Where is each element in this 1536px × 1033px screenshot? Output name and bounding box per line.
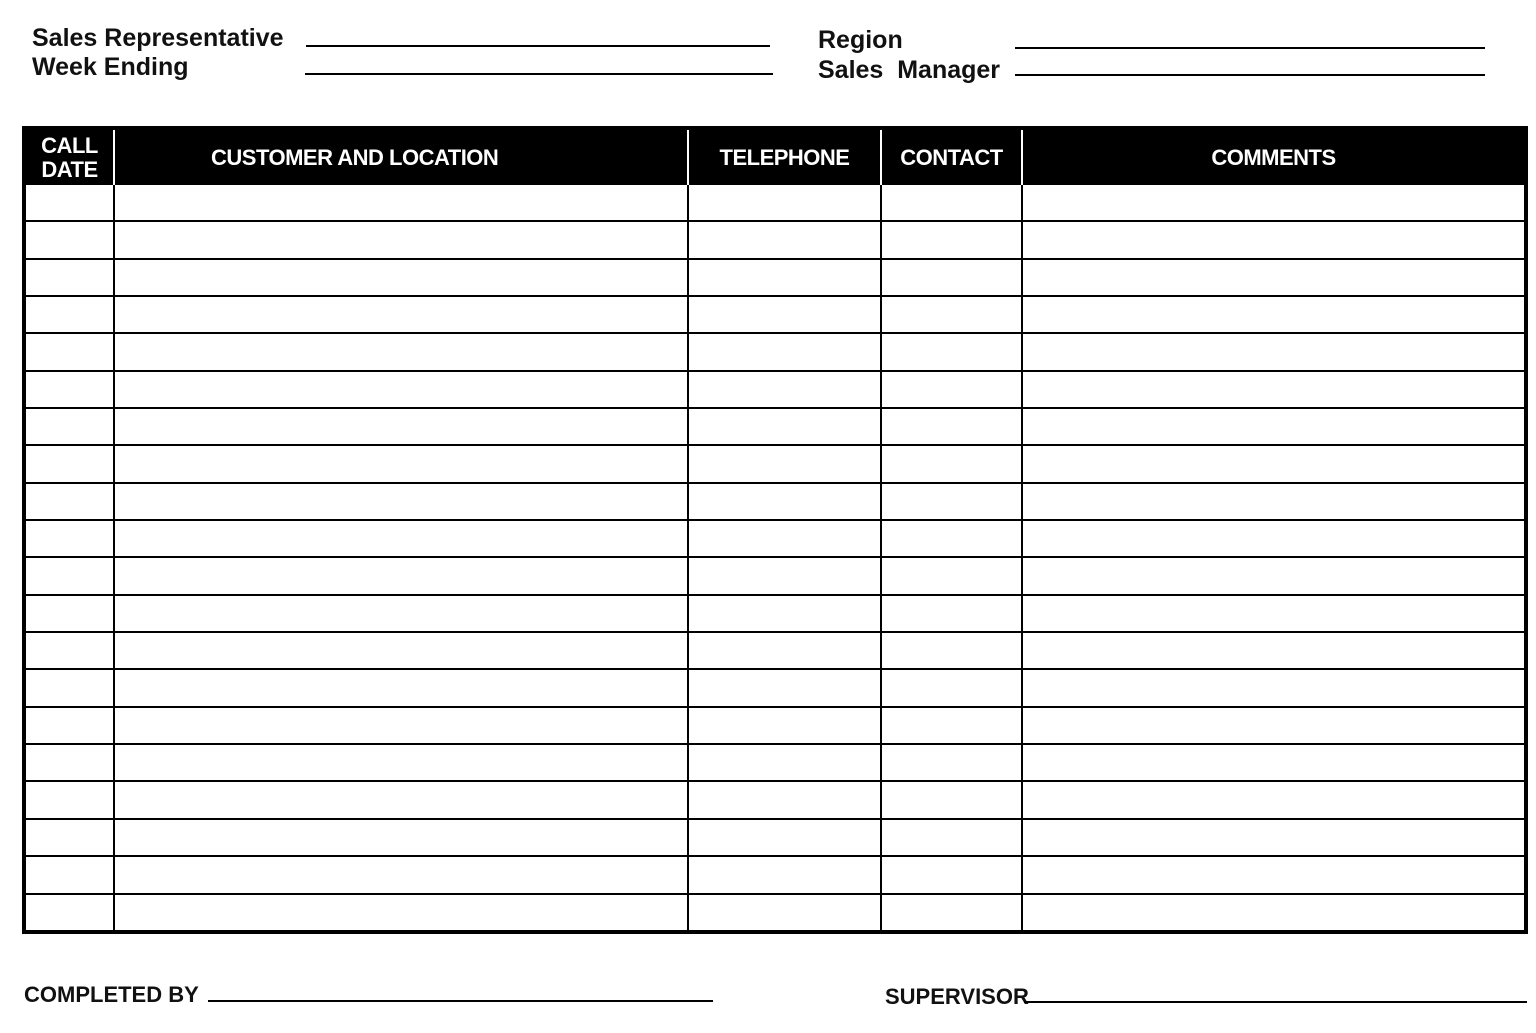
contact-cell[interactable]: [881, 296, 1022, 333]
comments-cell[interactable]: [1022, 744, 1526, 781]
customer-location-cell[interactable]: [114, 557, 688, 594]
table-row: [24, 894, 1526, 932]
customer-location-cell[interactable]: [114, 445, 688, 482]
week-ending-field[interactable]: [305, 73, 773, 75]
customer-location-cell[interactable]: [114, 595, 688, 632]
comments-cell[interactable]: [1022, 408, 1526, 445]
comments-cell[interactable]: [1022, 781, 1526, 818]
customer-location-cell[interactable]: [114, 371, 688, 408]
call-date-cell[interactable]: [24, 707, 114, 744]
contact-cell[interactable]: [881, 632, 1022, 669]
comments-cell[interactable]: [1022, 632, 1526, 669]
telephone-cell[interactable]: [688, 894, 881, 932]
table-row: [24, 856, 1526, 893]
contact-cell[interactable]: [881, 856, 1022, 893]
telephone-cell[interactable]: [688, 371, 881, 408]
table-row: [24, 259, 1526, 296]
contact-header: CONTACT: [881, 128, 1022, 185]
contact-cell[interactable]: [881, 894, 1022, 932]
call-date-cell[interactable]: [24, 445, 114, 482]
region-field[interactable]: [1015, 47, 1485, 49]
table-row: [24, 371, 1526, 408]
telephone-cell[interactable]: [688, 819, 881, 856]
contact-cell[interactable]: [881, 595, 1022, 632]
customer-location-cell[interactable]: [114, 221, 688, 258]
call-date-cell[interactable]: [24, 894, 114, 932]
contact-cell[interactable]: [881, 819, 1022, 856]
comments-cell[interactable]: [1022, 185, 1526, 221]
table-row: [24, 744, 1526, 781]
comments-cell[interactable]: [1022, 520, 1526, 557]
call-date-cell[interactable]: [24, 557, 114, 594]
call-date-cell[interactable]: [24, 632, 114, 669]
customer-location-cell[interactable]: [114, 259, 688, 296]
supervisor-field[interactable]: [1024, 1001, 1527, 1003]
table-row: [24, 445, 1526, 482]
comments-cell[interactable]: [1022, 819, 1526, 856]
telephone-cell[interactable]: [688, 557, 881, 594]
customer-location-cell[interactable]: [114, 333, 688, 370]
week-ending-label: Week Ending: [32, 53, 189, 81]
table-row: [24, 557, 1526, 594]
table-row: [24, 221, 1526, 258]
telephone-cell[interactable]: [688, 632, 881, 669]
comments-cell[interactable]: [1022, 445, 1526, 482]
comments-cell[interactable]: [1022, 259, 1526, 296]
telephone-cell[interactable]: [688, 744, 881, 781]
comments-cell[interactable]: [1022, 296, 1526, 333]
completed-by-label: COMPLETED BY: [24, 982, 199, 1007]
customer-location-cell[interactable]: [114, 744, 688, 781]
sales-representative-label: Sales Representative: [32, 24, 284, 52]
telephone-cell[interactable]: [688, 483, 881, 520]
customer-location-cell[interactable]: [114, 483, 688, 520]
customer-location-cell[interactable]: [114, 707, 688, 744]
customer-location-cell[interactable]: [114, 296, 688, 333]
table-row: [24, 669, 1526, 706]
contact-cell[interactable]: [881, 259, 1022, 296]
telephone-cell[interactable]: [688, 408, 881, 445]
call-date-cell[interactable]: [24, 520, 114, 557]
call-date-cell[interactable]: [24, 819, 114, 856]
contact-cell[interactable]: [881, 371, 1022, 408]
table-header-row: [24, 128, 1526, 185]
customer-location-cell[interactable]: [114, 632, 688, 669]
telephone-cell[interactable]: [688, 221, 881, 258]
table-row: [24, 296, 1526, 333]
comments-cell[interactable]: [1022, 221, 1526, 258]
table-row: [24, 333, 1526, 370]
contact-cell[interactable]: [881, 483, 1022, 520]
call-date-cell[interactable]: [24, 296, 114, 333]
table-row: [24, 520, 1526, 557]
table-row: [24, 185, 1526, 221]
comments-header: COMMENTS: [1022, 128, 1526, 185]
contact-cell[interactable]: [881, 408, 1022, 445]
sales-manager-label: Sales Manager: [818, 56, 1001, 84]
sales-manager-field[interactable]: [1015, 74, 1485, 76]
comments-cell[interactable]: [1022, 856, 1526, 893]
call-date-cell[interactable]: [24, 259, 114, 296]
comments-cell[interactable]: [1022, 669, 1526, 706]
customer-location-cell[interactable]: [114, 856, 688, 893]
table-row: [24, 819, 1526, 856]
supervisor-label: SUPERVISOR: [885, 984, 1029, 1009]
contact-cell[interactable]: [881, 669, 1022, 706]
comments-cell[interactable]: [1022, 557, 1526, 594]
contact-cell[interactable]: [881, 333, 1022, 370]
customer-location-cell[interactable]: [114, 819, 688, 856]
comments-cell[interactable]: [1022, 707, 1526, 744]
call-date-cell[interactable]: [24, 221, 114, 258]
call-date-cell[interactable]: [24, 333, 114, 370]
call-date-cell[interactable]: [24, 595, 114, 632]
region-label: Region: [818, 26, 903, 54]
call-date-cell[interactable]: [24, 856, 114, 893]
customer-location-cell[interactable]: [114, 781, 688, 818]
telephone-cell[interactable]: [688, 445, 881, 482]
comments-cell[interactable]: [1022, 894, 1526, 932]
customer-location-header: CUSTOMER AND LOCATION: [114, 128, 688, 185]
telephone-cell[interactable]: [688, 333, 881, 370]
contact-cell[interactable]: [881, 707, 1022, 744]
call-date-header: CALL DATE: [24, 128, 114, 185]
call-log-table: [22, 126, 1528, 934]
telephone-cell[interactable]: [688, 595, 881, 632]
customer-location-cell[interactable]: [114, 894, 688, 932]
table-row: [24, 408, 1526, 445]
table-row: [24, 595, 1526, 632]
call-date-cell[interactable]: [24, 371, 114, 408]
customer-location-cell[interactable]: [114, 185, 688, 221]
telephone-cell[interactable]: [688, 707, 881, 744]
call-date-cell[interactable]: [24, 408, 114, 445]
call-date-cell[interactable]: [24, 781, 114, 818]
completed-by-field[interactable]: [208, 1000, 713, 1002]
call-date-cell[interactable]: [24, 185, 114, 221]
table-row: [24, 781, 1526, 818]
customer-location-cell[interactable]: [114, 408, 688, 445]
comments-cell[interactable]: [1022, 483, 1526, 520]
contact-cell[interactable]: [881, 221, 1022, 258]
call-date-cell[interactable]: [24, 669, 114, 706]
contact-cell[interactable]: [881, 185, 1022, 221]
telephone-cell[interactable]: [688, 185, 881, 221]
comments-cell[interactable]: [1022, 371, 1526, 408]
table-row: [24, 483, 1526, 520]
table-row: [24, 632, 1526, 669]
comments-cell[interactable]: [1022, 595, 1526, 632]
table-row: [24, 707, 1526, 744]
telephone-cell[interactable]: [688, 520, 881, 557]
telephone-cell[interactable]: [688, 781, 881, 818]
contact-cell[interactable]: [881, 520, 1022, 557]
comments-cell[interactable]: [1022, 333, 1526, 370]
customer-location-cell[interactable]: [114, 520, 688, 557]
contact-cell[interactable]: [881, 744, 1022, 781]
contact-cell[interactable]: [881, 445, 1022, 482]
sales-representative-field[interactable]: [306, 45, 770, 47]
call-date-cell[interactable]: [24, 744, 114, 781]
telephone-cell[interactable]: [688, 259, 881, 296]
telephone-cell[interactable]: [688, 296, 881, 333]
telephone-cell[interactable]: [688, 856, 881, 893]
telephone-cell[interactable]: [688, 669, 881, 706]
customer-location-cell[interactable]: [114, 669, 688, 706]
call-date-cell[interactable]: [24, 483, 114, 520]
contact-cell[interactable]: [881, 557, 1022, 594]
telephone-header: TELEPHONE: [688, 128, 881, 185]
contact-cell[interactable]: [881, 781, 1022, 818]
